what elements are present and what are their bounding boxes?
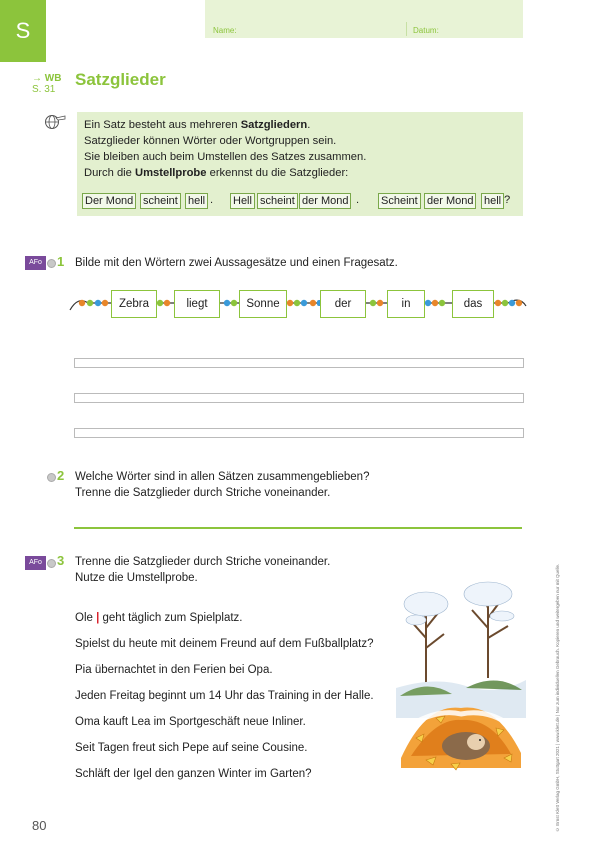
field-separator: [406, 22, 407, 36]
example-chip: hell: [481, 193, 504, 209]
sentence[interactable]: Spielst du heute mit deinem Freund auf dem Fußballplatz?: [75, 638, 374, 650]
example-chip: Der Mond: [82, 193, 136, 209]
example-chip: Scheint: [378, 193, 421, 209]
task-number: 1: [57, 254, 65, 269]
difficulty-icon: [47, 259, 56, 268]
date-label: Datum:: [413, 26, 439, 35]
example-punct: .: [356, 194, 360, 206]
workbook-reference: [32, 73, 61, 95]
task-instruction: Trenne die Satzglieder durch Striche voneinander.: [75, 487, 331, 499]
task-instruction: Bilde mit den Wörtern zwei Aussagesätze und einen Fragesatz.: [75, 257, 398, 269]
sentence[interactable]: Oma kauft Lea im Sportgeschäft neue Inliner.: [75, 716, 306, 728]
info-line: Durch die Umstellprobe erkennst du die Satzglieder:: [84, 167, 349, 179]
example-chip: Hell: [230, 193, 255, 209]
page-title: Satzglieder: [75, 70, 166, 89]
workbook-page: S. 31: [32, 84, 56, 95]
info-keyword: Umstellprobe: [135, 167, 207, 179]
word-card: in: [387, 290, 425, 318]
word-card: Sonne: [239, 290, 287, 318]
copyright-notice: © Ernst Klett Verlag GmbH, Stuttgart 2021 | www.klett.de | Nur zum individuellen Gebrauch. Kopieren und weitergeben nur mit Quelle.: [555, 563, 560, 832]
example-chip: hell: [185, 193, 208, 209]
name-label: Name:: [213, 26, 237, 35]
name-date-box: [205, 0, 523, 38]
task-instruction: Welche Wörter sind in allen Sätzen zusammengeblieben?: [75, 471, 370, 483]
sentence[interactable]: Seit Tagen freut sich Pepe auf seine Cousine.: [75, 742, 308, 754]
sentence[interactable]: Pia übernachtet in den Ferien bei Opa.: [75, 664, 273, 676]
word-card: Zebra: [111, 290, 157, 318]
example-sentence: Ole | geht täglich zum Spielplatz.: [75, 612, 243, 624]
example-chip: scheint: [140, 193, 181, 209]
task-number: 3: [57, 553, 65, 568]
difficulty-icon: [47, 559, 56, 568]
word-card: das: [452, 290, 494, 318]
example-punct: ?: [504, 194, 511, 206]
task-number: 2: [57, 468, 65, 483]
info-keyword: Satzgliedern: [240, 119, 308, 131]
sentence[interactable]: Jeden Freitag beginnt um 14 Uhr das Training in der Halle.: [75, 690, 374, 702]
section-tab: S: [0, 0, 46, 62]
task-badge: AFo: [25, 256, 46, 270]
writing-line[interactable]: [74, 428, 524, 438]
hedgehog-winter-illustration: [396, 568, 526, 778]
globe-hand-icon: [44, 113, 66, 131]
answer-line[interactable]: [74, 527, 522, 529]
sentence[interactable]: Schläft der Igel den ganzen Winter im Garten?: [75, 768, 312, 780]
info-line: Sie bleiben auch beim Umstellen des Satzes zusammen.: [84, 151, 367, 163]
task-instruction: Trenne die Satzglieder durch Striche voneinander.: [75, 556, 331, 568]
word-card: liegt: [174, 290, 220, 318]
example-chip: der Mond: [424, 193, 476, 209]
example-chip: der Mond: [299, 193, 351, 209]
writing-line[interactable]: [74, 393, 524, 403]
page-number: 80: [32, 818, 47, 833]
info-line: Ein Satz besteht aus mehreren Satzgliedern.: [84, 119, 311, 131]
workbook-arrow-label: → WB: [32, 73, 62, 84]
task-instruction: Nutze die Umstellprobe.: [75, 572, 198, 584]
difficulty-icon: [47, 473, 56, 482]
info-line: Satzglieder können Wörter oder Wortgruppen sein.: [84, 135, 337, 147]
example-punct: .: [210, 194, 214, 206]
separator-mark: |: [96, 612, 100, 624]
word-card: der: [320, 290, 366, 318]
writing-line[interactable]: [74, 358, 524, 368]
example-chip: scheint: [257, 193, 298, 209]
task-badge: AFo: [25, 556, 46, 570]
